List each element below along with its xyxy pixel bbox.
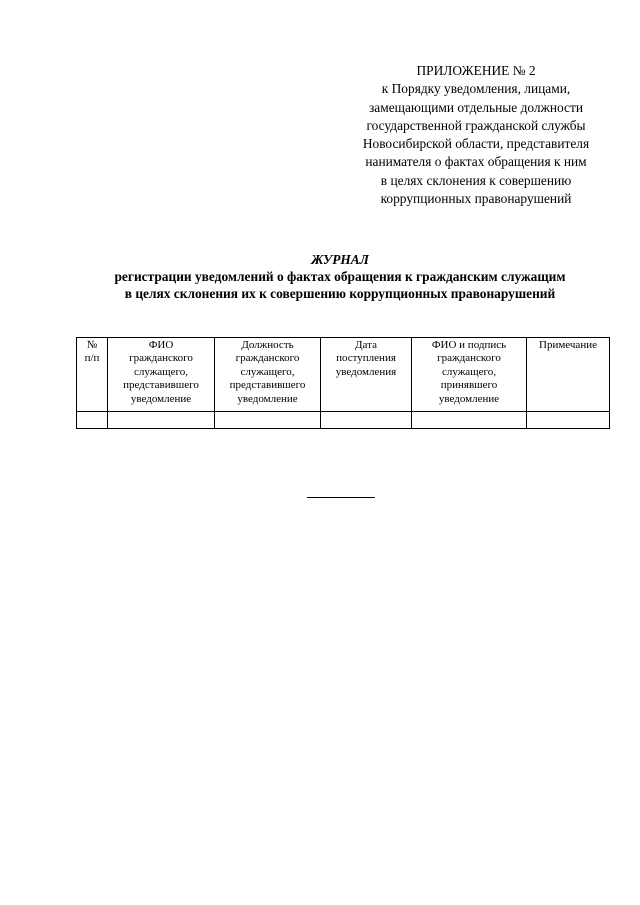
column-header-reporter-position [215,338,321,412]
appendix-text-line: замещающими отдельные должности [369,99,583,115]
table-header-row [77,338,610,412]
table-cell [215,412,321,429]
appendix-text-line: в целях склонения к совершению [380,172,572,188]
appendix-text-line: государственной гражданской службы [366,117,586,133]
table-cell [321,412,412,429]
table-cell [108,412,215,429]
table-cell [527,412,610,429]
appendix-header [338,62,614,208]
header-line: поступления [336,352,396,365]
header-line: гражданского [235,352,300,365]
document-title-block [40,251,640,302]
header-line: служащего, [441,365,497,378]
column-header-receipt-date [321,338,412,412]
table-cell [77,412,108,429]
column-header-number [77,338,108,412]
header-line: служащего, [133,365,189,378]
header-line: п/п [84,352,100,365]
header-line: уведомление [237,392,298,405]
document-title: ЖУРНАЛ [311,252,369,267]
column-header-note [527,338,610,412]
header-line: Примечание [539,339,597,351]
journal-table [76,337,610,429]
column-header-reporter-name [108,338,215,412]
appendix-text-line: нанимателя о фактах обращения к ним [365,154,587,170]
header-line: принявшего [440,379,498,392]
appendix-text-line: к Порядку уведомления, лицами, [381,81,571,97]
header-line: ФИО и подпись [431,339,507,351]
header-line: представившего [229,379,306,392]
header-line: уведомление [130,392,192,405]
document-subtitle-line: регистрации уведомлений о фактах обращения к гражданским служащим [114,269,566,284]
end-separator-line [307,497,375,498]
appendix-text-line: Новосибирской области, представителя [362,136,590,152]
header-line: уведомление [438,392,500,405]
appendix-text-line: коррупционных правонарушений [380,191,572,207]
header-line: Дата [355,339,377,351]
table-row [77,412,610,429]
document-subtitle-line: в целях склонения их к совершению коррупционных правонарушений [124,286,556,301]
header-line: представившего [123,379,199,392]
table-cell [412,412,527,429]
header-line: ФИО [148,339,174,351]
header-line: гражданского [129,352,193,365]
header-line: № [86,339,98,351]
header-line: уведомления [335,365,397,378]
header-line: гражданского [437,352,501,365]
header-line: Должность [241,339,294,351]
header-line: служащего, [240,365,295,378]
column-header-receiver-name-signature [412,338,527,412]
appendix-title: ПРИЛОЖЕНИЕ № 2 [416,63,536,78]
